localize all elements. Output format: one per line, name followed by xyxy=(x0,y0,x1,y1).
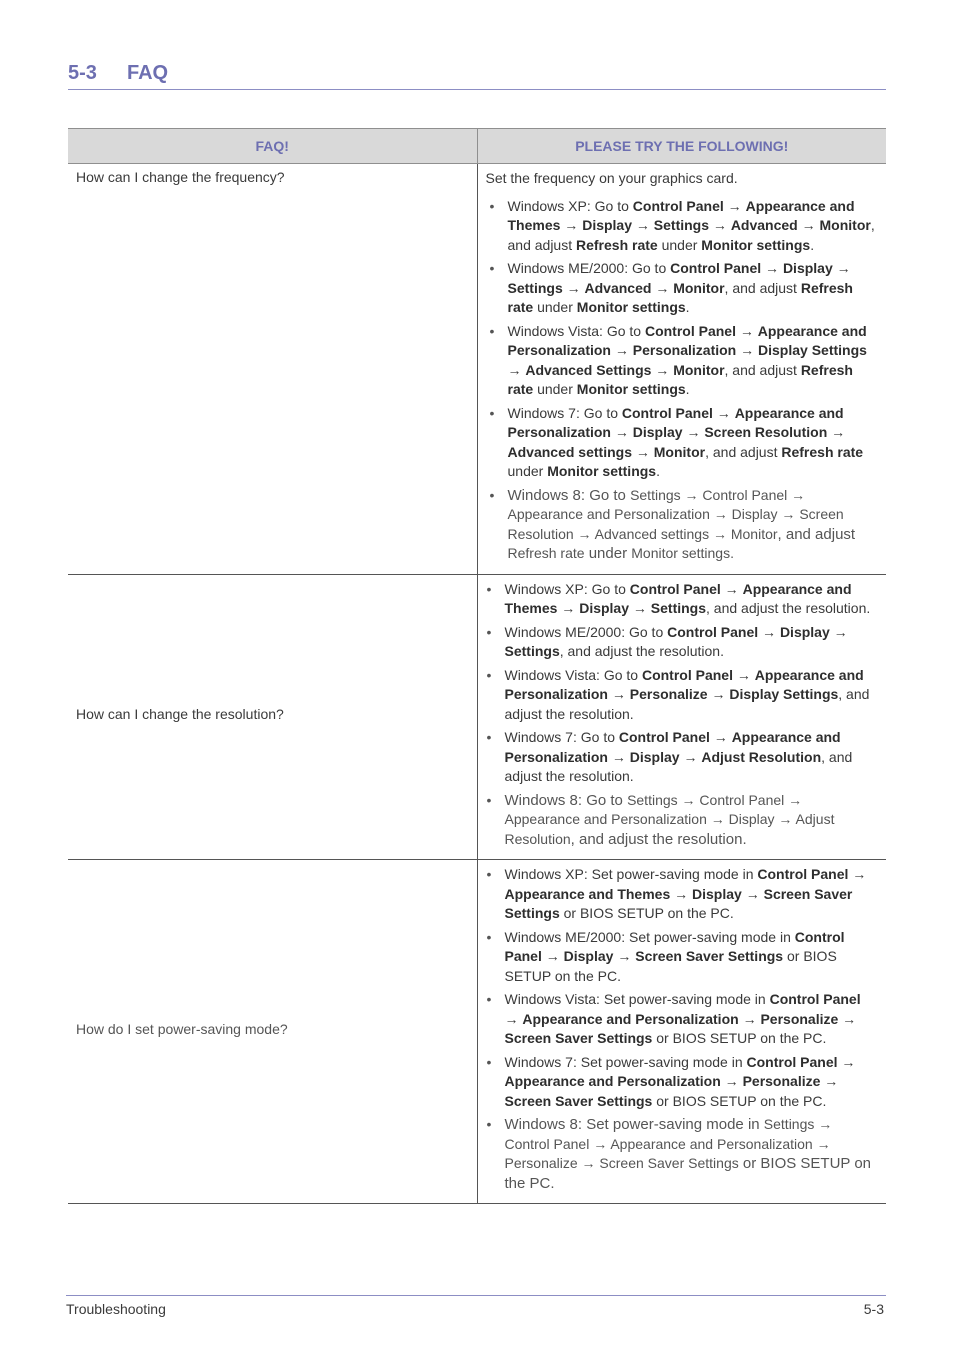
answer-resolution xyxy=(477,574,886,860)
section-number: 5-3 xyxy=(68,62,97,84)
steps-list xyxy=(486,580,879,850)
column-header-try: PLEASE TRY THE FOLLOWING! xyxy=(477,129,886,164)
list-item: • Windows 8: Set power-saving mode in Settings → Control Panel → Appearance and Personalization → Personalize → Screen Saver Settings or BIOS SETUP on the PC. xyxy=(486,1115,879,1193)
page-title: FAQ xyxy=(127,62,169,84)
list-item: • Windows XP: Go to Control Panel → Appearance and Themes → Display → Settings, and adjust the resolution. xyxy=(486,580,879,619)
question-resolution: How can I change the resolution? xyxy=(68,574,477,860)
column-header-faq: FAQ! xyxy=(68,129,477,164)
question-power-saving: How do I set power-saving mode? xyxy=(68,860,477,1204)
list-item: • Windows Vista: Go to Control Panel → Appearance and Personalization → Personalization → Display Settings → Advanced Settings → Monitor, and adjust Refresh rate under Monitor settings. xyxy=(486,322,879,400)
list-item: • Windows ME/2000: Set power-saving mode in Control Panel → Display → Screen Saver Settings or BIOS SETUP on the PC. xyxy=(486,928,879,987)
list-item: • Windows ME/2000: Go to Control Panel → Display → Settings → Advanced → Monitor, and adjust Refresh rate under Monitor settings. xyxy=(486,259,879,318)
answer-power-saving xyxy=(477,860,886,1204)
list-item: • Windows 7: Set power-saving mode in Control Panel → Appearance and Personalization → Personalize → Screen Saver Settings or BIOS SETUP on the PC. xyxy=(486,1053,879,1112)
list-item: • Windows 7: Go to Control Panel → Appearance and Personalization → Display → Adjust Resolution, and adjust the resolution. xyxy=(486,728,879,787)
list-item: • Windows XP: Go to Control Panel → Appearance and Themes → Display → Settings → Advanced → Monitor, and adjust Refresh rate under Monitor settings. xyxy=(486,197,879,256)
list-item: • Windows XP: Set power-saving mode in Control Panel → Appearance and Themes → Display → Screen Saver Settings or BIOS SETUP on the PC. xyxy=(486,865,879,924)
list-item: • Windows ME/2000: Go to Control Panel → Display → Settings, and adjust the resolution. xyxy=(486,623,879,662)
faq-table xyxy=(68,128,886,1204)
footer-page-number: 5-3 xyxy=(863,1301,884,1317)
list-item: • Windows 8: Go to Settings → Control Panel → Appearance and Personalization → Display → Screen Resolution → Advanced settings → Monitor, and adjust Refresh rate under Monitor settings. xyxy=(486,486,879,564)
list-item: • Windows Vista: Go to Control Panel → Appearance and Personalization → Personalize → Display Settings, and adjust the resolution. xyxy=(486,666,879,725)
answer-intro: Set the frequency on your graphics card. xyxy=(485,170,738,186)
table-header-row xyxy=(68,129,886,164)
list-item: • Windows 8: Go to Settings → Control Panel → Appearance and Personalization → Display → Adjust Resolution, and adjust the resolution. xyxy=(486,791,879,850)
page-header xyxy=(68,62,886,90)
list-item: • Windows 7: Go to Control Panel → Appearance and Personalization → Display → Screen Resolution → Advanced settings → Monitor, and adjust Refresh rate under Monitor settings. xyxy=(486,404,879,482)
list-item: • Windows Vista: Set power-saving mode in Control Panel → Appearance and Personalization → Personalize → Screen Saver Settings or BIOS SETUP on the PC. xyxy=(486,990,879,1049)
answer-frequency xyxy=(477,164,886,575)
steps-list xyxy=(486,865,879,1193)
page-footer xyxy=(66,1295,886,1317)
table-row xyxy=(68,860,886,1204)
question-frequency: How can I change the frequency? xyxy=(68,164,477,575)
steps-list xyxy=(486,197,879,564)
footer-chapter: Troubleshooting xyxy=(66,1301,166,1317)
table-row xyxy=(68,574,886,860)
table-row xyxy=(68,164,886,575)
